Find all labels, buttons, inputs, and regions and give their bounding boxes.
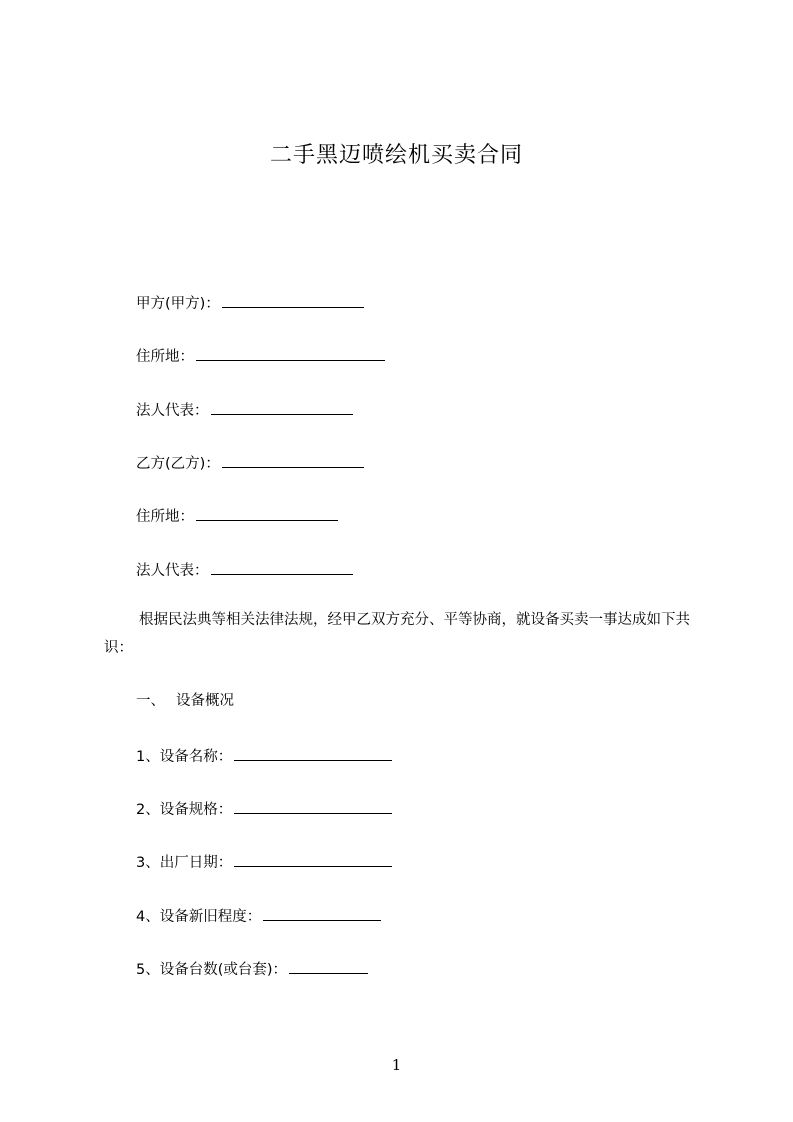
- section-1-heading: [136, 691, 234, 711]
- party-b-label: 乙方(乙方)：: [136, 456, 220, 472]
- party-b-address-label: 住所地：: [136, 509, 194, 525]
- party-a-rep-label: 法人代表：: [136, 403, 209, 419]
- equipment-item-label: 1、设备名称：: [136, 749, 233, 765]
- preamble-paragraph: 根据民法典等相关法律法规，经甲乙双方充分、平等协商，就设备买卖一事达成如下共识：: [104, 612, 690, 656]
- party-a-blank[interactable]: [222, 292, 364, 308]
- page-number: 1: [391, 1056, 402, 1074]
- section-1-number: 一、: [136, 693, 165, 709]
- party-a-label: 甲方(甲方)：: [136, 296, 220, 312]
- condition-blank[interactable]: [263, 905, 381, 921]
- party-a-address-blank[interactable]: [196, 345, 385, 361]
- document-title: 二手黑迈喷绘机买卖合同: [269, 143, 523, 168]
- party-b-address-blank[interactable]: [196, 505, 338, 521]
- section-1-title: 设备概况: [176, 693, 234, 709]
- equipment-item-label: 5、设备台数(或台套)：: [136, 962, 288, 978]
- party-b-line: [136, 452, 364, 474]
- party-a-line: [136, 292, 364, 314]
- manufacture-date-blank[interactable]: [234, 851, 392, 867]
- equipment-name-blank[interactable]: [234, 745, 392, 761]
- party-a-rep-blank[interactable]: [211, 399, 353, 415]
- party-b-rep-label: 法人代表：: [136, 563, 209, 579]
- party-a-address-label: 住所地：: [136, 349, 194, 365]
- party-b-blank[interactable]: [222, 452, 364, 468]
- equipment-item: [136, 798, 392, 820]
- party-b-rep-blank[interactable]: [211, 559, 353, 575]
- equipment-spec-blank[interactable]: [234, 798, 392, 814]
- party-a-address-line: [136, 345, 385, 367]
- equipment-item: [136, 958, 368, 980]
- equipment-item-label: 2、设备规格：: [136, 802, 233, 818]
- party-a-rep-line: [136, 399, 353, 421]
- equipment-item-label: 3、出厂日期：: [136, 855, 233, 871]
- quantity-blank[interactable]: [289, 958, 368, 974]
- party-b-rep-line: [136, 559, 353, 581]
- equipment-item: [136, 905, 381, 927]
- equipment-item: [136, 745, 392, 767]
- equipment-item-label: 4、设备新旧程度：: [136, 909, 262, 925]
- party-b-address-line: [136, 505, 338, 527]
- equipment-item: [136, 851, 392, 873]
